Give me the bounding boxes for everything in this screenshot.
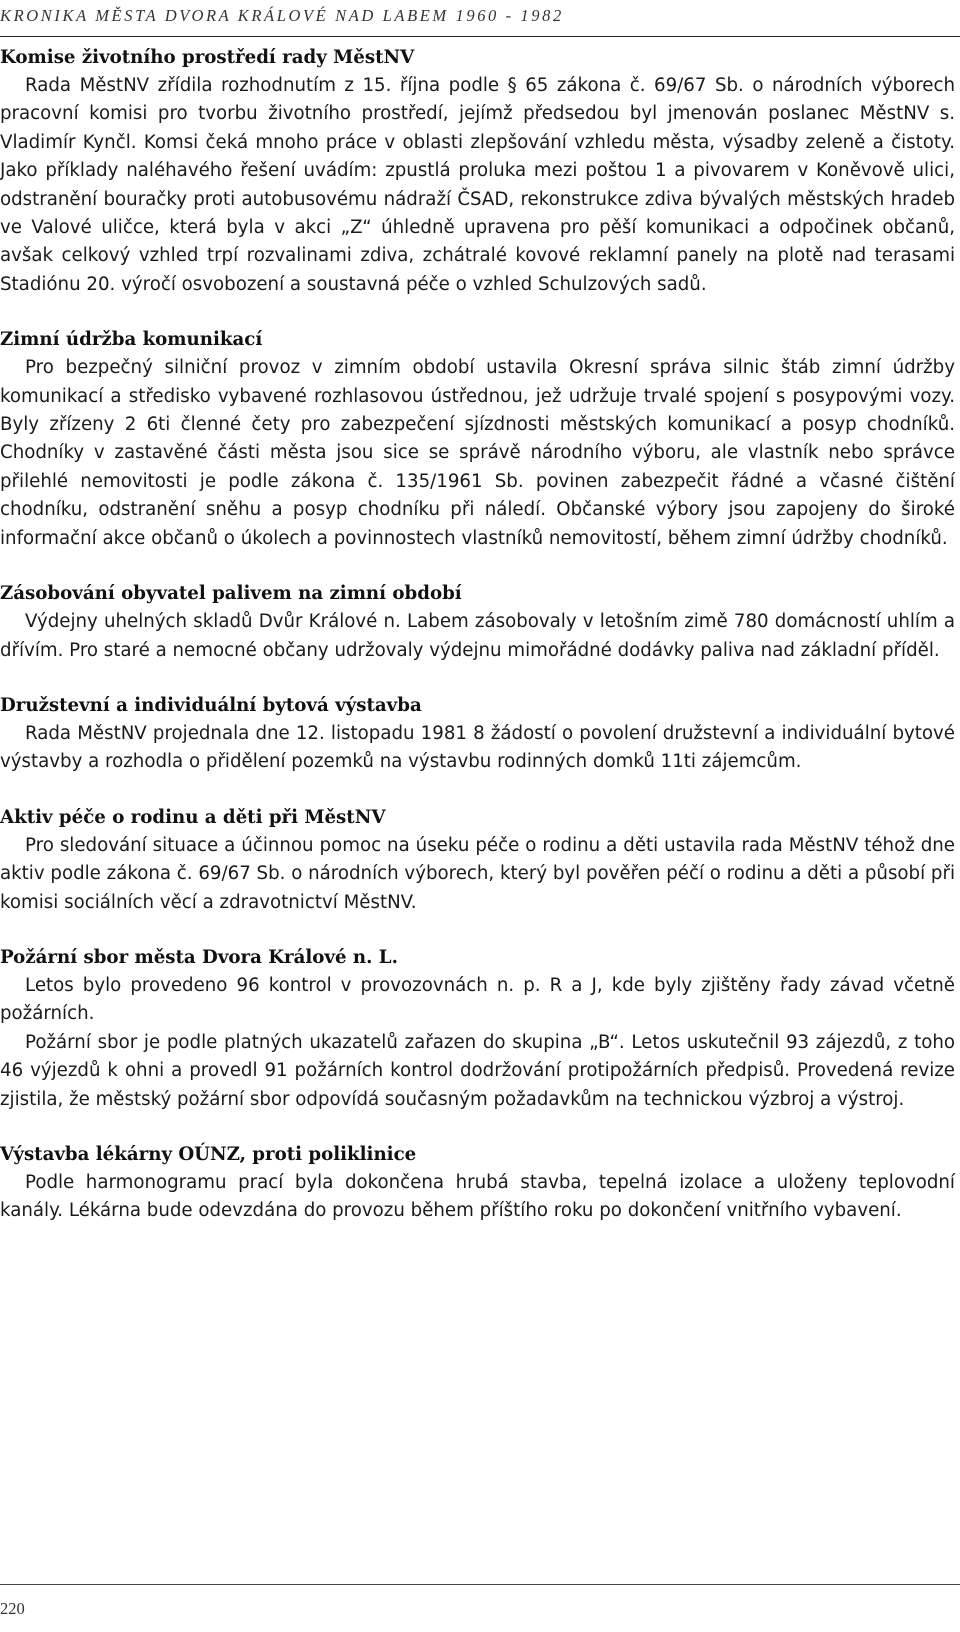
section-family-care-activ (0, 804, 955, 917)
section-fuel-supply (0, 580, 955, 665)
section-title: Výstavba lékárny OÚNZ, proti poliklinice (0, 1143, 417, 1165)
section-title: Komise životního prostředí rady MěstNV (0, 47, 415, 68)
section-paragraph: Podle harmonogramu prací byla dokončena hrubá stavba, tepelná izolace a uloženy teplovodní kanály. Lékárna bude odevzdána do provozu během příštího roku po dokončení vnitřního vybavení. (0, 1171, 955, 1222)
section-environment-commission (0, 44, 955, 299)
section-title: Aktiv péče o rodinu a děti při MěstNV (0, 806, 386, 828)
section-title: Požární sbor města Dvora Králové n. L. (0, 946, 398, 968)
section-paragraph: Pro sledování situace a účinnou pomoc na úseku péče o rodinu a děti ustavila rada MěstNV téhož dne aktiv podle zákona č. 69/67 Sb. o národních výborech, který byl pověřen péčí o rodinu a děti a působí při komisi sociálních věcí a zdravotnictví MěstNV. (0, 834, 956, 913)
footer-divider (0, 1584, 960, 1585)
section-winter-road-maintenance (0, 326, 955, 553)
running-title: KRONIKA MĚSTA DVORA KRÁLOVÉ NAD LABEM 1960 - 1982 (0, 6, 564, 25)
section-fire-brigade (0, 944, 955, 1114)
section-paragraph: Požární sbor je podle platných ukazatelů zařazen do skupina „B“. Letos uskutečnil 93 zájezdů, z toho 46 výjezdů k ohni a provedl 91 požárních kontrol dodržování protipožárních předpisů. Provedená revize zjistila, že městský požární sbor odpovídá současným požadavkům na technickou výzbroj a výstroj. (0, 1031, 955, 1110)
section-pharmacy-construction (0, 1141, 955, 1226)
section-paragraph: Rada MěstNV zřídila rozhodnutím z 15. října podle § 65 zákona č. 69/67 Sb. o národních výborech pracovní komisi pro tvorbu životního prostředí, jejímž předsedou byl jmenován poslanec MěstNV s. Vladimír Kynčl. Komsi čeká mnoho práce v oblasti zlepšování vzhledu města, výsadby zeleně a čistoty. Jako příklady naléhavého řešení uvádím: zpustlá proluka mezi poštou 1 a pivovarem v Koněvově ulici, odstranění bouračky proti autobusovému nádraží ČSAD, rekonstrukce zdiva bývalých městských hradeb ve Valové uličce, která byla v akci „Z“ úhledně upravena pro pěší komunikaci a odpočinek občanů, avšak celkový vzhled trpí rozvalinami zdiva, zchátralé kovové reklamní panely na plotě nad terasami Stadiónu 20. výročí osvobození a soustavná péče o vzhled Schulzových sadů. (0, 75, 955, 295)
section-title: Zásobování obyvatel palivem na zimní období (0, 583, 462, 605)
section-paragraph: Rada MěstNV projednala dne 12. listopadu 1981 8 žádostí o povolení družstevní a individuální bytové výstavby a rozhodla o přidělení pozemků na výstavbu rodinných domků 11ti zájemcům. (0, 722, 955, 773)
page-header (0, 2, 960, 37)
section-housing-construction (0, 692, 955, 777)
section-paragraph: Letos bylo provedeno 96 kontrol v provozovnách n. p. R a J, kde byly zjištěny řady závad včetně požárních. (0, 974, 955, 1025)
section-paragraph: Pro bezpečný silniční provoz v zimním období ustavila Okresní správa silnic štáb zimní údržby komunikací a středisko vybavené rozhlasovou ústřednou, jež udržuje trvalé spojení s posypovými vozy. Byly zřízeny 2 6ti členné čety pro zabezpečení sjízdnosti městských komunikací a posyp chodníků. Chodníky v zastavěné části města jsou sice se správě národního výboru, ale vlastník nebo správce přilehlé nemovitosti je podle zákona č. 135/1961 Sb. povinen zabezpečit řádné a včasné čištění chodníku, odstranění sněhu a posyp chodníku při náledí. Občanské výbory jsou zapojeny do široké informační akce občanů o úkolech a povinnostech vlastníků nemovitostí, během zimní údržby chodníků. (0, 357, 955, 549)
page-content (0, 44, 955, 1226)
section-title: Družstevní a individuální bytová výstavba (0, 694, 422, 716)
section-paragraph: Výdejny uhelných skladů Dvůr Králové n. Labem zásobovaly v letošním zimě 780 domácností uhlím a dřívím. Pro staré a nemocné občany udržovaly výdejnu mimořádné dodávky paliva nad základní příděl. (0, 611, 955, 661)
page-number: 220 (0, 1599, 25, 1618)
section-title: Zimní údržba komunikací (0, 329, 263, 351)
